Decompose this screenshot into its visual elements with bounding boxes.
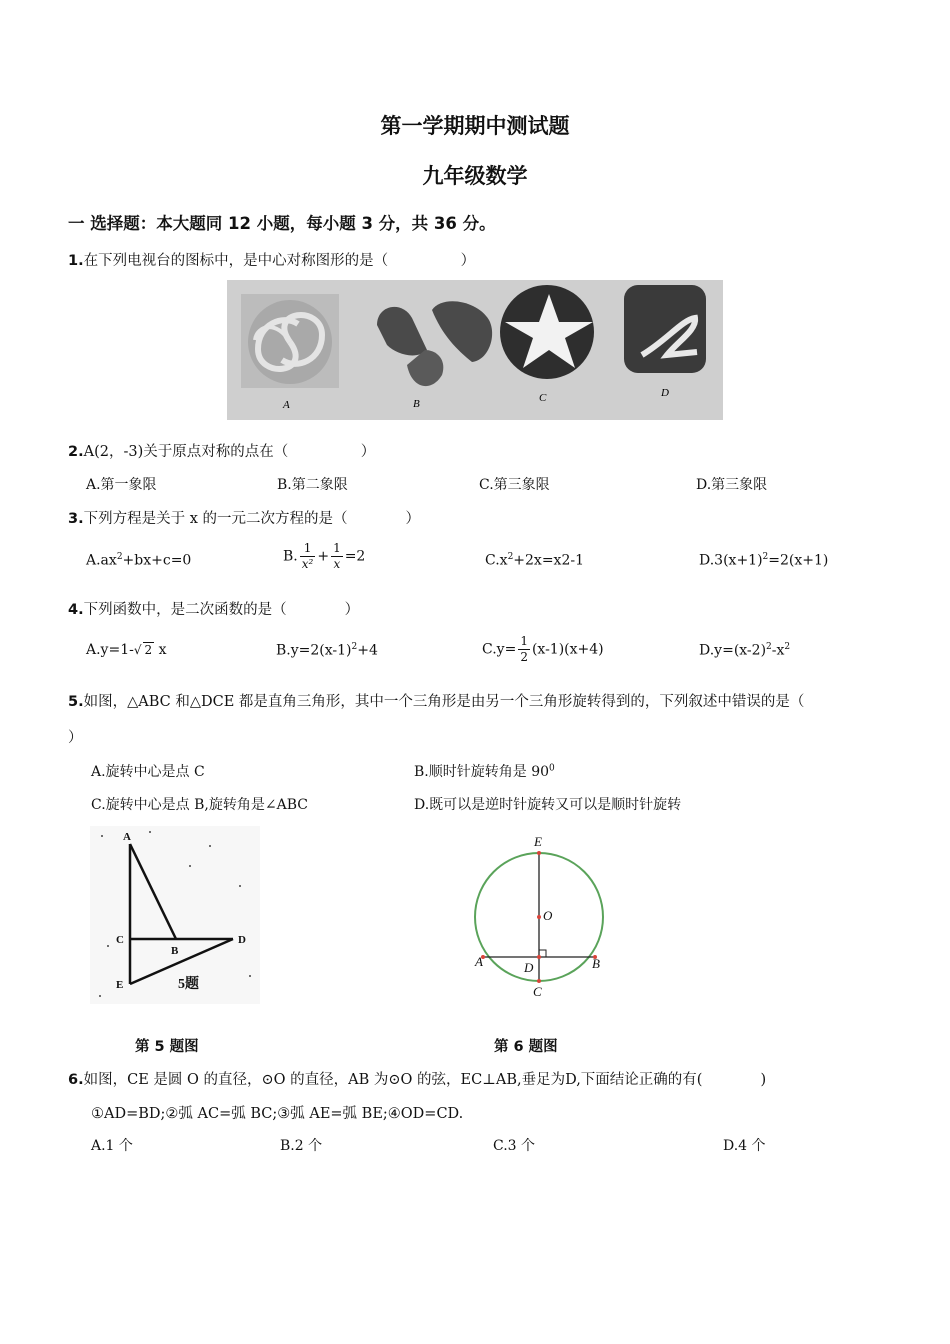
fig6-label-c: C <box>533 984 542 999</box>
q4-option-b[interactable] <box>276 642 378 659</box>
question-stem: 如图，△ABC 和△DCE 都是直角三角形，其中一个三角形是由另一个三角形旋转得到的，下列叙述中错误的是（ <box>83 694 805 710</box>
section-heading: 一 选择题：本大题同 12 小题，每小题 3 分，共 36 分。 <box>68 214 496 233</box>
logo-a-swirl <box>241 294 339 388</box>
q6-option-a[interactable]: A.1 个 <box>91 1138 133 1154</box>
q4-option-c[interactable] <box>482 634 604 665</box>
denominator: 2 <box>520 650 528 664</box>
logo-b-shape <box>377 301 492 386</box>
q3-option-b[interactable] <box>283 541 365 572</box>
option-text: +4 <box>357 642 378 659</box>
logo-d-square <box>624 285 706 373</box>
logo-label-d: D <box>661 387 669 399</box>
option-text: =2(x+1) <box>768 552 829 569</box>
figure-5 <box>90 826 260 1004</box>
question-4 <box>68 598 359 619</box>
logo-label-c: C <box>539 392 547 404</box>
question-number: 2. <box>68 444 84 460</box>
q6-option-d[interactable]: D.4 个 <box>723 1138 766 1154</box>
figure-5-bg <box>90 826 260 1004</box>
fig6-label-o: O <box>543 908 553 923</box>
figure-5-caption: 第 5 题图 <box>135 1039 199 1055</box>
q6-option-b[interactable]: B.2 个 <box>280 1138 323 1154</box>
q5-option-c[interactable]: C.旋转中心是点 B,旋转角是∠ABC <box>91 797 308 813</box>
denominator: x² <box>301 557 314 571</box>
tv-logos-svg <box>227 280 723 420</box>
numerator: 1 <box>520 634 528 648</box>
question-stem: 在下列电视台的图标中，是中心对称图形的是（ ） <box>83 253 476 269</box>
question-number: 5. <box>68 694 84 710</box>
q6-option-c[interactable]: C.3 个 <box>493 1138 536 1154</box>
logo-label-b: B <box>413 398 420 410</box>
option-text: B. <box>283 548 298 565</box>
denominator: x <box>333 557 341 571</box>
q5-option-d[interactable]: D.既可以是逆时针旋转又可以是顺时针旋转 <box>414 797 682 813</box>
question-5-cont: ） <box>68 730 83 746</box>
q4-option-a[interactable] <box>86 642 167 658</box>
option-text: B.顺时针旋转角是 90 <box>414 764 550 780</box>
option-text: =2 <box>344 548 366 565</box>
question-number: 4. <box>68 602 84 618</box>
option-text: +bx+c=0 <box>122 552 192 569</box>
q5-option-b[interactable] <box>414 761 555 781</box>
q4-option-d[interactable] <box>699 642 790 659</box>
operator: + <box>317 548 330 565</box>
question-stem: A(2，-3)关于原点对称的点在（ ） <box>83 444 376 460</box>
numerator: 1 <box>300 541 316 557</box>
sqrt-sign: √ <box>133 643 142 657</box>
q2-option-a[interactable]: A.第一象限 <box>86 477 157 493</box>
exponent: 2 <box>762 552 769 562</box>
option-text: A.y=1- <box>86 642 134 658</box>
fig6-label-a: A <box>475 954 483 969</box>
question-stem: 下列函数中，是二次函数的是（ ） <box>83 602 360 618</box>
logo-c-star <box>500 285 594 379</box>
q2-option-c[interactable]: C.第三象限 <box>479 477 550 493</box>
question-3 <box>68 507 420 528</box>
option-text: +2x=x2-1 <box>513 552 585 569</box>
fig6-label-b: B <box>592 956 600 971</box>
figure-6 <box>465 826 615 1004</box>
fraction <box>331 541 343 572</box>
question-2 <box>68 440 375 461</box>
question-number: 1. <box>68 253 84 269</box>
exponent: 2 <box>784 642 791 652</box>
option-text: x <box>158 642 167 658</box>
fig5-label-e: E <box>116 979 124 991</box>
question-stem: 下列方程是关于 x 的一元二次方程的是（ ） <box>83 511 421 527</box>
page-subtitle: 九年级数学 <box>422 164 528 188</box>
option-text: B.y=2(x-1) <box>276 642 352 659</box>
question-stem: 如图，CE 是圆 O 的直径，⊙O 的直径，AB 为⊙O 的弦，EC⊥AB,垂足为D,下面结论正确的有( ) <box>83 1072 767 1088</box>
exponent: 2 <box>766 642 772 652</box>
q2-option-b[interactable]: B.第二象限 <box>277 477 348 493</box>
q6-statements: ①AD=BD;②弧 AC=弧 BC;③弧 AE=弧 BE;④OD=CD. <box>91 1106 464 1122</box>
exponent: 2 <box>351 642 358 652</box>
question-number: 3. <box>68 511 84 527</box>
option-text: D.y=(x-2) <box>699 642 767 659</box>
option-text: (x-1)(x+4) <box>531 641 604 658</box>
q2-option-d[interactable]: D.第三象限 <box>696 477 768 493</box>
page-title: 第一学期期中测试题 <box>380 114 570 138</box>
q3-option-c[interactable] <box>485 552 584 569</box>
question-number: 6. <box>68 1072 84 1088</box>
option-text: A.ax <box>86 552 117 569</box>
fraction <box>300 541 316 572</box>
q3-option-d[interactable] <box>699 552 828 569</box>
logo-label-a: A <box>283 399 290 411</box>
question-5 <box>68 690 804 711</box>
fig5-label-a: A <box>123 831 131 843</box>
q5-option-a[interactable]: A.旋转中心是点 C <box>91 764 205 780</box>
exponent: 0 <box>549 763 555 774</box>
question-1 <box>68 249 475 270</box>
fig6-label-d: D <box>524 960 534 975</box>
fig5-label-d: D <box>238 934 246 946</box>
fig6-label-e: E <box>534 834 542 849</box>
option-text: C.y= <box>482 641 517 658</box>
exponent: 2 <box>507 552 514 562</box>
fig5-label-b: B <box>171 945 179 957</box>
option-text: -x <box>771 642 785 659</box>
figure-6-caption: 第 6 题图 <box>494 1039 558 1055</box>
tv-logos-image <box>227 280 723 420</box>
option-text: C.x <box>485 552 508 569</box>
numerator: 1 <box>333 541 341 555</box>
sqrt-radicand: 2 <box>144 643 153 657</box>
question-6 <box>68 1068 766 1089</box>
option-text: D.3(x+1) <box>699 552 763 569</box>
q3-option-a[interactable] <box>86 552 191 569</box>
fig5-tag: 5题 <box>178 977 199 992</box>
exponent: 2 <box>116 552 123 562</box>
fig5-label-c: C <box>116 934 124 946</box>
fraction <box>518 634 530 665</box>
